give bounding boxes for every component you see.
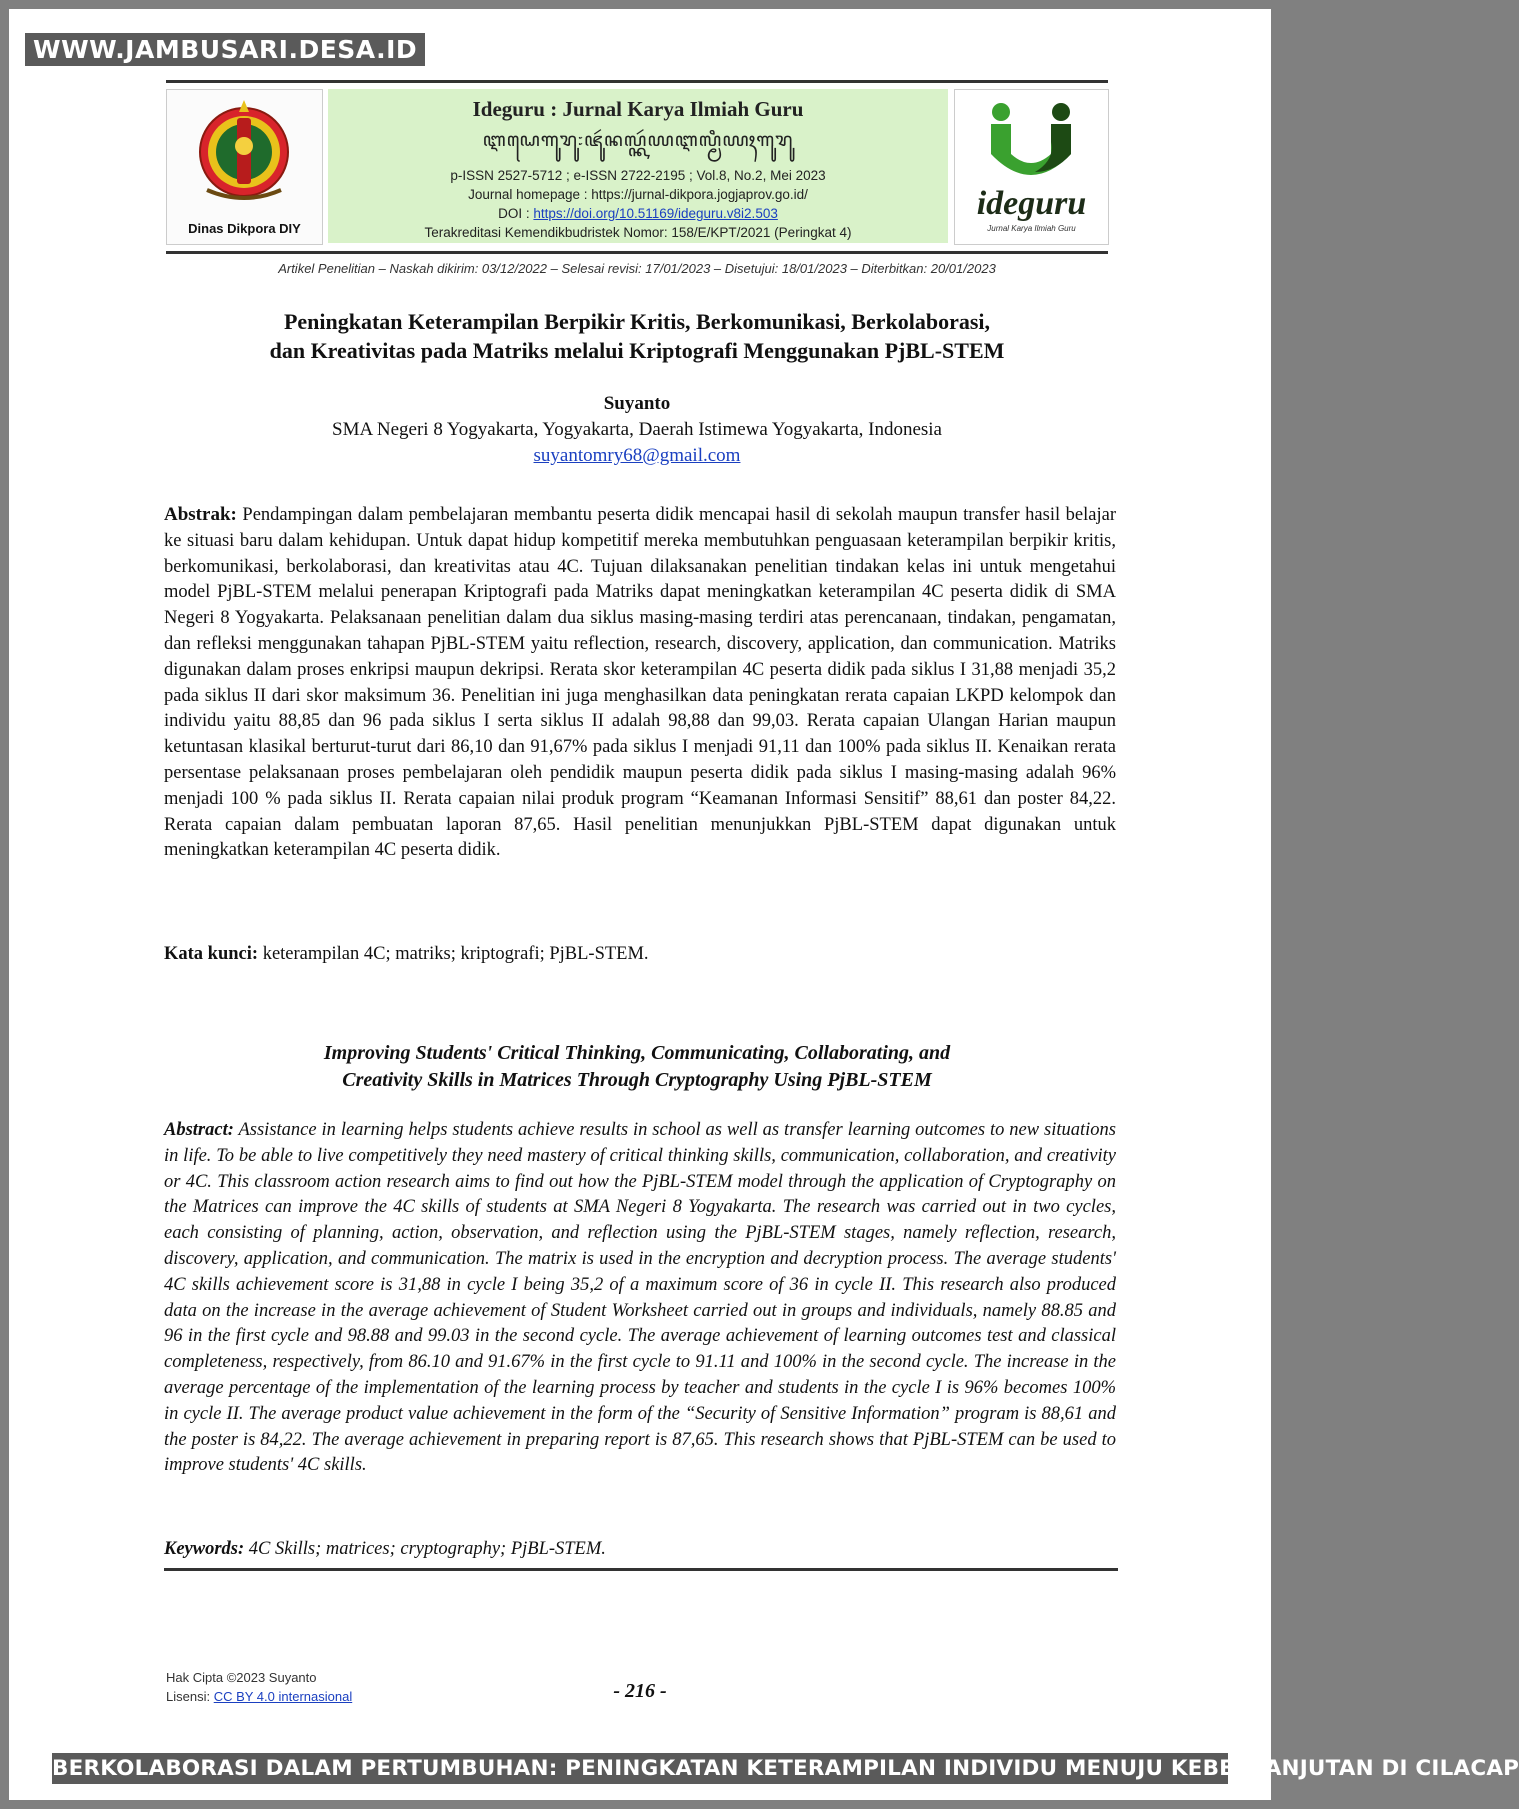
page-number: - 216 - xyxy=(613,1680,667,1702)
caption-banner: BERKOLABORASI DALAM PERTUMBUHAN: PENINGKATAN KETERAMPILAN INDIVIDU MENUJU KEBERLANJUTAN DI CILACAP xyxy=(52,1753,1228,1784)
license-link[interactable]: CC BY 4.0 internasional xyxy=(213,1689,353,1704)
article-title-id xyxy=(166,307,1108,365)
journal-info xyxy=(328,89,948,243)
author-email xyxy=(166,445,1108,467)
journal-issn: p-ISSN 2527-5712 ; e-ISSN 2722-2195 ; Vol.8, No.2, Mei 2023 xyxy=(450,168,826,183)
doi-label: DOI : xyxy=(498,206,534,221)
author-affiliation: SMA Negeri 8 Yogyakarta, Yogyakarta, Daerah Istimewa Yogyakarta, Indonesia xyxy=(332,419,942,440)
doi-link[interactable]: https://doi.org/10.51169/ideguru.v8i2.503 xyxy=(533,206,778,221)
dikpora-label: Dinas Dikpora DIY xyxy=(188,221,301,236)
abstrak-paragraph xyxy=(164,502,1116,864)
license-label: Lisensi: xyxy=(166,1689,214,1704)
dikpora-seal-icon xyxy=(167,94,322,214)
site-watermark-tag: WWW.JAMBUSARI.DESA.ID xyxy=(25,33,425,66)
title-en-line-2: Creativity Skills in Matrices Through Cryptography Using PjBL-STEM xyxy=(342,1069,932,1091)
abstrak-label: Abstrak: xyxy=(164,504,237,525)
article-title-en xyxy=(166,1040,1108,1094)
abstract-paragraph xyxy=(164,1118,1116,1479)
bottom-divider xyxy=(164,1568,1118,1571)
author-name: Suyanto xyxy=(603,393,671,414)
email-link[interactable]: suyantomry68@gmail.com xyxy=(533,445,741,466)
kata-kunci-label: Kata kunci: xyxy=(164,944,259,964)
abstract-text: Assistance in learning helps students achieve results in school as well as transfer learning outcomes to new situations in life. To be able to live competitively they need mastery of critical thinking skills, communication, collaboration, and creativity or 4C. This classroom action research aims to find out how the PjBL-STEM model through the application of Cryptography on the Matrices can improve the 4C skills of students at SMA Negeri 8 Yogyakarta. The research was carried out in two cycles, each consisting of planning, action, observation, and reflection using the PjBL-STEM stages, namely reflection, research, discovery, application, and communication. The matrix is used in the encryption and decryption process. The average students' 4C skills achievement score is 31,88 in cycle I being 35,2 of a maximum score of 36 in cycle II. This research also produced data on the increase in the average achievement of Student Worksheet carried out in groups and individuals, namely 88.85 and 96 in the first cycle and 98.88 and 99.03 in the second cycle. The average achievement of learning outcomes test and classical completeness, respectively, from 86.10 and 91.67% in the first cycle to 91.11 and 100% in the second cycle. The increase in the average percentage of the implementation of the learning process by teacher and students in the cycle I is 96% becomes 100% in cycle II. The average product value achievement in the form of the “Security of Sensitive Information” program is 88,61 and the poster is 84,22. The average achievement in preparing report is 87,65. This research shows that PjBL-STEM can be used to improve students' 4C skills. xyxy=(164,1120,1116,1476)
license-line xyxy=(166,1687,352,1706)
journal-title: Ideguru : Jurnal Karya Ilmiah Guru xyxy=(472,97,804,121)
title-id-line-1: Peningkatan Keterampilan Berpikir Kritis, Berkomunikasi, Berkolaborasi, xyxy=(283,309,991,334)
ideguru-wordmark: ideguru xyxy=(976,185,1087,222)
ideguru-logo-icon xyxy=(955,92,1108,187)
ideguru-subtitle: Jurnal Karya Ilmiah Guru xyxy=(987,224,1076,233)
kata-kunci xyxy=(164,944,1116,965)
journal-doi xyxy=(328,206,948,221)
page xyxy=(9,9,1271,1800)
journal-header xyxy=(166,80,1108,254)
title-id-line-2: dan Kreativitas pada Matriks melalui Kriptografi Menggunakan PjBL-STEM xyxy=(269,338,1005,363)
keywords xyxy=(164,1539,1116,1560)
ideguru-logo-box xyxy=(954,89,1109,245)
copyright-block xyxy=(166,1668,352,1706)
title-en-line-1: Improving Students' Critical Thinking, Communicating, Collaborating, and xyxy=(323,1042,951,1064)
journal-accreditation: Terakreditasi Kemendikbudristek Nomor: 158/E/KPT/2021 (Peringkat 4) xyxy=(424,225,852,240)
journal-homepage: Journal homepage : https://jurnal-dikpora.jogjaprov.go.id/ xyxy=(468,187,808,202)
abstract-label: Abstract: xyxy=(164,1120,234,1140)
copyright-text: Hak Cipta ©2023 Suyanto xyxy=(166,1670,317,1685)
keywords-label: Keywords: xyxy=(164,1539,245,1559)
journal-javanese-script: ꦆꦝꦺꦒꦸꦫꦸ꧇ꦗꦸꦂꦤꦭ꧀ꦏꦂꦪꦆꦭ꧀ꦩꦶꦪꦃꦒꦸꦫꦸ xyxy=(482,130,794,151)
abstrak-text: Pendampingan dalam pembelajaran membantu peserta didik mencapai hasil di sekolah maupun transfer hasil belajar ke situasi baru dalam kehidupan. Untuk dapat hidup kompetitif mereka membutuhkan penguasaan keterampilan berpikir kritis, berkomunikasi, berkolaborasi, dan kreativitas atau 4C. Tujuan dilaksanakan penelitian tindakan kelas ini untuk mengetahui model PjBL-STEM melalui penerapan Kriptografi pada Matriks dapat meningkatkan keterampilan 4C peserta didik di SMA Negeri 8 Yogyakarta. Pelaksanaan penelitian dalam dua siklus masing-masing terdiri atas perencanaan, tindakan, pengamatan, dan refleksi menggunakan tahapan PjBL-STEM yaitu reflection, research, discovery, application, dan communication. Matriks digunakan dalam proses enkripsi maupun dekripsi. Rerata skor keterampilan 4C peserta didik pada siklus I 31,88 menjadi 35,2 pada siklus II dari skor maksimum 36. Penelitian ini juga menghasilkan data peningkatan rerata capaian LKPD kelompok dan individu yaitu 88,85 dan 96 pada siklus I serta siklus II adalah 98,88 dan 99,03. Rerata capaian Ulangan Harian maupun ketuntasan klasikal berturut-turut dari 86,10 dan 91,67% pada siklus I menjadi 91,11 dan 100% pada siklus II. Kenaikan rerata persentase pelaksanaan proses pembelajaran oleh pendidik maupun peserta didik pada siklus I masing-masing adalah 96% menjadi 100 % pada siklus II. Rerata capaian nilai produk program “Keamanan Informasi Sensitif” 88,61 dan poster 84,22. Rerata capaian dalam pembuatan laporan 87,65. Hasil penelitian menunjukkan PjBL-STEM dapat digunakan untuk meningkatkan keterampilan 4C peserta didik. xyxy=(164,505,1117,861)
dikpora-logo-box xyxy=(166,89,323,245)
article-meta: Artikel Penelitian – Naskah dikirim: 03/12/2022 – Selesai revisi: 17/01/2023 – Disetujui: 18/01/2023 – Diterbitkan: 20/01/2023 xyxy=(278,261,996,276)
kata-kunci-text: keterampilan 4C; matriks; kriptografi; PjBL-STEM. xyxy=(262,944,649,964)
keywords-text: 4C Skills; matrices; cryptography; PjBL-STEM. xyxy=(248,1539,606,1559)
